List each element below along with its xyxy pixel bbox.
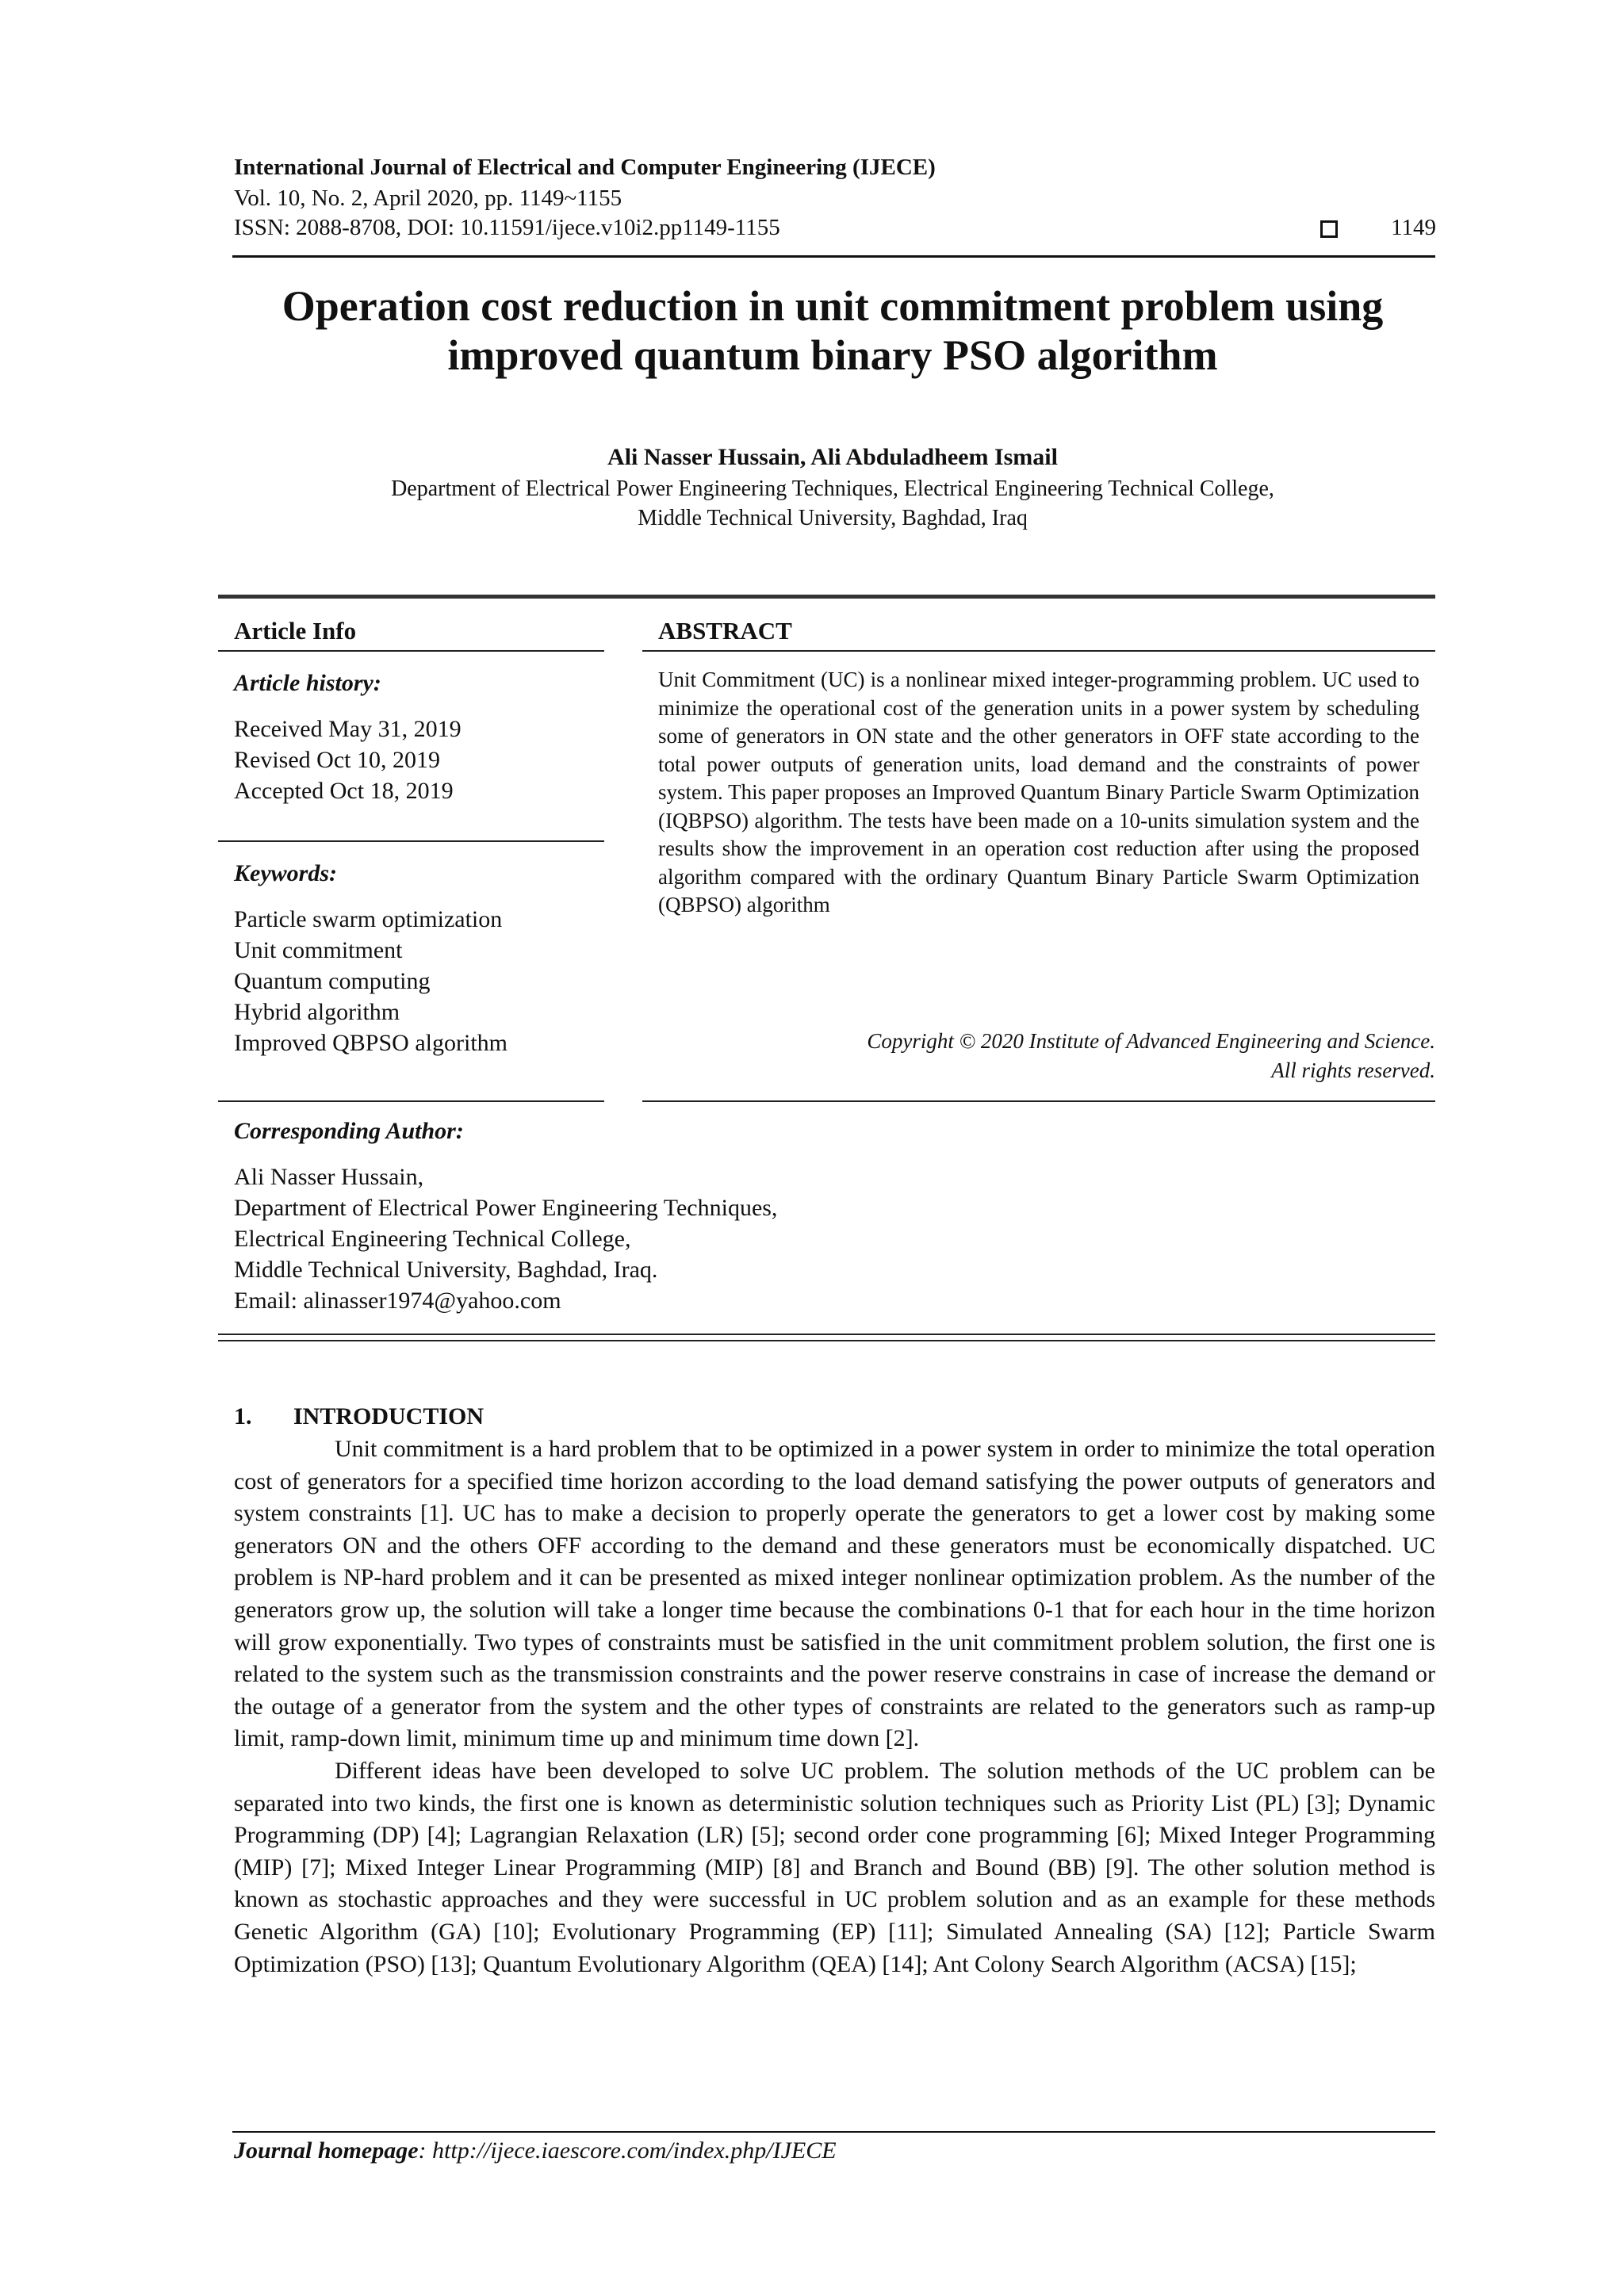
corresponding-line: Middle Technical University, Baghdad, Iraq.: [234, 1257, 658, 1283]
page-number: 1149: [1391, 215, 1436, 240]
corresponding-details: [234, 1161, 777, 1316]
bottom-rule-1: [218, 1334, 1435, 1335]
corresponding-line: Electrical Engineering Technical College,: [234, 1226, 631, 1252]
keyword: Quantum computing: [234, 968, 431, 994]
header-rule: [232, 255, 1435, 258]
keyword: Unit commitment: [234, 937, 403, 963]
affiliation-line: Department of Electrical Power Engineering Techniques, Electrical Engineering Technical College,: [391, 476, 1274, 501]
paragraph: Unit commitment is a hard problem that to be optimized in a power system in order to minimize the total operation cost of generators for a specified time horizon according to the load demand satisfying the power outputs of generators and system constraints [1]. UC has to make a decision to properly operate the generators to get a lower cost by making some generators ON and the others OFF according to the demand and these generators must be economically dispatched. UC problem is NP-hard problem and it can be presented as mixed integer nonlinear optimization problem. As the number of the generators grow up, the solution will take a longer time because the combinations 0-1 that for each hour in the time horizon will grow exponentially. Two types of constraints must be satisfied in the unit commitment problem solution, the first one is related to the system such as the transmission constraints and the power reserve constrains in case of increase the demand or the outage of a generator from the system and the other types of constraints are related to the generators such as ramp-up limit, ramp-down limit, minimum time up and minimum time down [2].: [234, 1436, 1435, 1752]
keyword: Hybrid algorithm: [234, 999, 400, 1025]
top-thick-rule: [218, 595, 1435, 599]
history-item: Revised Oct 10, 2019: [234, 747, 440, 773]
homepage-url[interactable]: : http://ijece.iaescore.com/index.php/IJECE: [418, 2137, 837, 2164]
authors: Ali Nasser Hussain, Ali Abduladheem Ismail: [607, 444, 1058, 470]
history-item: Accepted Oct 18, 2019: [234, 778, 454, 804]
abstract-text: Unit Commitment (UC) is a nonlinear mixed integer-programming problem. UC used to minimize the operational cost of the generation units in a power system by scheduling some of generators in ON state and the other generators in OFF state according to the total power outputs of generation units, load demand and the constraints of power system. This paper proposes an Improved Quantum Binary Particle Swarm Optimization (IQBPSO) algorithm. The tests have been made on a 10-units simulation system and the results show the improvement in an operation cost reduction after using the proposed algorithm compared with the ordinary Quantum Binary Particle Swarm Optimization (QBPSO) algorithm: [658, 668, 1419, 916]
history-heading: Article history:: [234, 670, 381, 696]
copyright-line: Copyright © 2020 Institute of Advanced Engineering and Science.: [867, 1029, 1435, 1053]
bottom-rule-2: [218, 1340, 1435, 1341]
section-number: 1.: [234, 1403, 252, 1429]
copyright-notice: [867, 1027, 1435, 1085]
abstract-heading: ABSTRACT: [658, 617, 792, 645]
journal-name: International Journal of Electrical and Computer Engineering (IJECE): [234, 155, 936, 180]
keyword: Particle swarm optimization: [234, 906, 503, 932]
keywords-rule: [218, 1100, 604, 1102]
abstract-bottom-rule: [642, 1100, 1435, 1102]
section-title: INTRODUCTION: [293, 1403, 485, 1429]
article-history: [234, 714, 462, 806]
paper-title: [198, 281, 1467, 380]
corresponding-heading: Corresponding Author:: [234, 1118, 464, 1144]
title-line: Operation cost reduction in unit commitment problem using: [282, 282, 1384, 330]
keywords-list: [234, 904, 508, 1058]
article-info-heading: Article Info: [234, 617, 357, 645]
history-item: Received May 31, 2019: [234, 716, 462, 742]
paragraph: Different ideas have been developed to solve UC problem. The solution methods of the UC problem can be separated into two kinds, the first one is known as deterministic solution techniques such as Priority List (PL) [3]; Dynamic Programming (DP) [4]; Lagrangian Relaxation (LR) [5]; second order cone programming [6]; Mixed Integer Programming (MIP) [7]; Mixed Integer Linear Programming (MIP) [8] and Branch and Bound (BB) [9]. The other solution method is known as stochastic approaches and they were successful in UC problem solution and as an example for these methods Genetic Algorithm (GA) [10]; Evolutionary Programming (EP) [11]; Simulated Annealing (SA) [12]; Particle Swarm Optimization (PSO) [13]; Quantum Evolutionary Algorithm (QEA) [14]; Ant Colony Search Algorithm (ACSA) [15];: [234, 1757, 1435, 1977]
copyright-line: All rights reserved.: [1271, 1058, 1435, 1082]
title-line: improved quantum binary PSO algorithm: [447, 331, 1218, 379]
issn-doi: ISSN: 2088-8708, DOI: 10.11591/ijece.v10i2.pp1149-1155: [234, 215, 780, 240]
footer-rule: [232, 2131, 1435, 2133]
journal-homepage: [234, 2137, 837, 2164]
keywords-heading: Keywords:: [234, 860, 337, 886]
checkbox-square-icon: [1320, 220, 1338, 238]
affiliation: [198, 474, 1467, 533]
email-line: Email: alinasser1974@yahoo.com: [234, 1288, 561, 1314]
volume-info: Vol. 10, No. 2, April 2020, pp. 1149~1155: [234, 186, 622, 211]
history-rule: [218, 840, 604, 842]
corresponding-line: Department of Electrical Power Engineering Techniques,: [234, 1195, 778, 1221]
corresponding-line: Ali Nasser Hussain,: [234, 1164, 424, 1190]
keyword: Improved QBPSO algorithm: [234, 1030, 508, 1056]
abstract-heading-rule: [642, 650, 1435, 652]
section-heading: [234, 1403, 484, 1430]
homepage-label: Journal homepage: [234, 2137, 419, 2164]
affiliation-line: Middle Technical University, Baghdad, Iraq: [638, 506, 1028, 530]
info-heading-rule: [218, 650, 604, 652]
intro-body: [234, 1433, 1435, 1980]
